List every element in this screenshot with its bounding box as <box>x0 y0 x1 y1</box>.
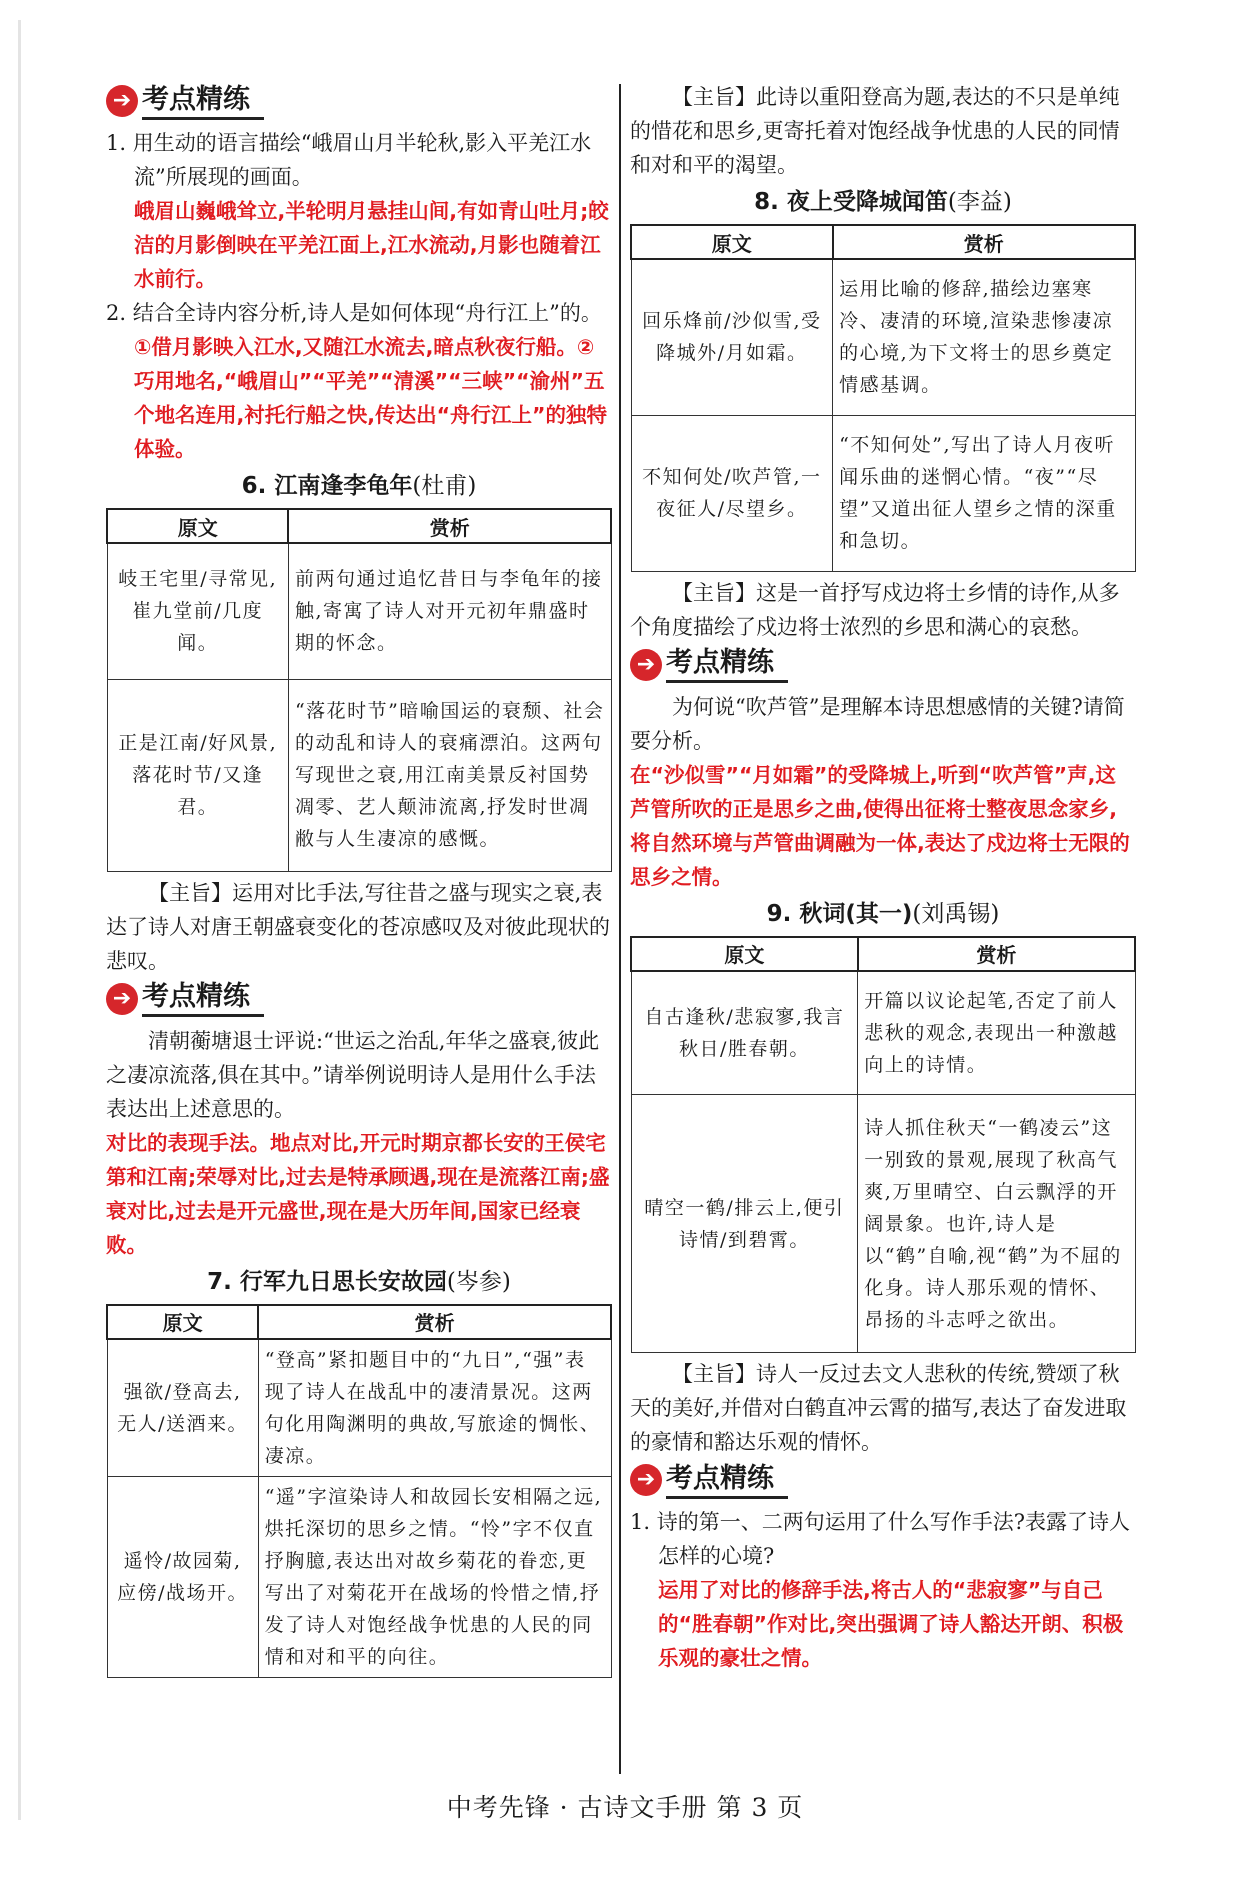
col-header-original: 原文 <box>631 937 858 971</box>
col-header-original: 原文 <box>107 509 288 543</box>
cell-appreciation: “遥”字渲染诗人和故园长安相隔之远,烘托深切的思乡之情。“怜”字不仅直抒胸臆,表达出对故乡菊花的眷恋,更写出了对菊花开在战场的怜惜之情,抒发了诗人对饱经战争忧患的人民的同情和对和平的向往。 <box>258 1476 611 1677</box>
poem-title-text: 8. 夜上受降城闻笛 <box>754 189 948 215</box>
poem-title-9 <box>630 896 1136 932</box>
cell-original: 晴空一鹤/排云上,便引诗情/到碧霄。 <box>631 1095 858 1353</box>
question-4: 为何说“吹芦管”是理解本诗思想感情的关键?请简要分析。 <box>630 694 1125 753</box>
answer-5: 运用了对比的修辞手法,将古人的“悲寂寥”与自己的“胜春朝”作对比,突出强调了诗人豁达开朗、积极乐观的豪壮之情。 <box>658 1578 1124 1670</box>
question-3: 清朝蘅塘退士评说:“世运之治乱,年华之盛衰,彼此之凄凉流落,俱在其中。”请举例说明诗人是用什么手法表达出上述意思的。 <box>106 1028 600 1121</box>
table-row <box>107 679 611 871</box>
question-1: 1. 用生动的语言描绘“峨眉山月半轮秋,影入平羌江水流”所展现的画面。 <box>106 131 592 189</box>
left-column <box>106 80 612 1682</box>
theme-summary-6: 【主旨】运用对比手法,写往昔之盛与现实之衰,表达了诗人对唐王朝盛衰变化的苍凉感叹及对彼此现状的悲叹。 <box>106 880 610 973</box>
col-header-appreciation: 赏析 <box>858 937 1135 971</box>
answer-4: 在“沙似雪”“月如霜”的受降城上,听到“吹芦管”声,这芦管所吹的正是思乡之曲,使得出征将士整夜思念家乡,将自然环境与芦管曲调融为一体,表达了戍边将士无限的思乡之情。 <box>630 762 1130 889</box>
answer-2: ①借月影映入江水,又随江水流去,暗点秋夜行船。②巧用地名,“峨眉山”“平羌”“清溪”“三峡”“渝州”五个地名连用,衬托行船之快,传达出“舟行江上”的独特体验。 <box>134 335 608 461</box>
section-header <box>106 82 612 120</box>
table-row <box>631 415 1135 571</box>
analysis-table-8 <box>630 224 1136 572</box>
section-header <box>106 980 612 1018</box>
analysis-table-7 <box>106 1304 612 1678</box>
section-title: 考点精练 <box>142 83 264 120</box>
cell-original: 正是江南/好风景,落花时节/又逢君。 <box>107 679 288 871</box>
poem-title-text: 7. 行军九日思长安故园 <box>207 1268 447 1295</box>
page-footer: 中考先锋 · 古诗文手册 第 3 页 <box>446 1793 804 1822</box>
poem-title-text: 6. 江南逢李龟年 <box>241 473 413 499</box>
arrow-right-icon: ➔ <box>630 649 662 681</box>
section-title: 考点精练 <box>666 646 788 683</box>
arrow-right-icon: ➔ <box>106 85 138 117</box>
col-header-original: 原文 <box>107 1305 258 1339</box>
poem-title-text: 9. 秋词(其一) <box>766 900 913 927</box>
table-row <box>107 543 611 679</box>
poem-author: (李益) <box>947 189 1012 215</box>
col-header-appreciation: 赏析 <box>833 225 1135 259</box>
col-header-appreciation: 赏析 <box>258 1305 611 1339</box>
col-header-original: 原文 <box>631 225 833 259</box>
column-divider <box>619 84 621 1774</box>
section-title: 考点精练 <box>142 980 264 1017</box>
answer-1: 峨眉山巍峨耸立,半轮明月悬挂山间,有如青山吐月;皎洁的月影倒映在平羌江面上,江水流动,月影也随着江水前行。 <box>134 199 609 291</box>
analysis-table-9 <box>630 936 1136 1354</box>
cell-original: 不知何处/吹芦管,一夜征人/尽望乡。 <box>631 415 833 571</box>
poem-title-6 <box>106 468 612 504</box>
analysis-table-6 <box>106 508 612 872</box>
poem-author: (岑参) <box>446 1268 511 1295</box>
cell-original: 遥怜/故园菊,应傍/战场开。 <box>107 1476 258 1677</box>
table-row <box>107 1339 611 1477</box>
table-row <box>107 1476 611 1677</box>
right-column <box>630 80 1136 1675</box>
cell-appreciation: 开篇以议论起笔,否定了前人悲秋的观念,表现出一种激越向上的诗情。 <box>858 971 1135 1095</box>
table-row <box>631 259 1135 415</box>
cell-appreciation: 运用比喻的修辞,描绘边塞寒冷、凄清的环境,渲染悲惨凄凉的心境,为下文将士的思乡奠定情感基调。 <box>833 259 1135 415</box>
theme-summary-7: 【主旨】此诗以重阳登高为题,表达的不只是单纯的惜花和思乡,更寄托着对饱经战争忧患的人民的同情和对和平的渴望。 <box>630 85 1120 177</box>
cell-appreciation: “落花时节”暗喻国运的衰颓、社会的动乱和诗人的衰痛漂泊。这两句写现世之衰,用江南美景反衬国势凋零、艺人颠沛流离,抒发时世凋敝与人生凄凉的感慨。 <box>288 679 611 871</box>
cell-original: 回乐烽前/沙似雪,受降城外/月如霜。 <box>631 259 833 415</box>
col-header-appreciation: 赏析 <box>288 509 611 543</box>
question-2: 2. 结合全诗内容分析,诗人是如何体现“舟行江上”的。 <box>106 301 602 325</box>
section-header <box>630 1461 1136 1499</box>
table-row <box>631 971 1135 1095</box>
cell-appreciation: “登高”紧扣题目中的“九日”,“强”表现了诗人在战乱中的凄清景况。这两句化用陶渊明的典故,写旅途的惆怅、凄凉。 <box>258 1339 611 1477</box>
theme-summary-8: 【主旨】这是一首抒写戍边将士乡情的诗作,从多个角度描绘了戍边将士浓烈的乡思和满心的哀愁。 <box>630 580 1120 639</box>
arrow-right-icon: ➔ <box>106 983 138 1015</box>
cell-original: 自古逢秋/悲寂寥,我言秋日/胜春朝。 <box>631 971 858 1095</box>
poem-title-8 <box>630 184 1136 220</box>
poem-author: (刘禹锡) <box>912 900 1000 927</box>
section-title: 考点精练 <box>666 1462 788 1499</box>
arrow-right-icon: ➔ <box>630 1464 662 1496</box>
poem-author: (杜甫) <box>412 473 477 499</box>
section-header <box>630 646 1136 684</box>
answer-3: 对比的表现手法。地点对比,开元时期京都长安的王侯宅第和江南;荣辱对比,过去是特承顾遇,现在是流落江南;盛衰对比,过去是开元盛世,现在是大历年间,国家已经衰败。 <box>106 1130 610 1257</box>
cell-appreciation: “不知何处”,写出了诗人月夜听闻乐曲的迷惘心情。“夜”“尽望”又道出征人望乡之情的深重和急切。 <box>833 415 1135 571</box>
theme-summary-9: 【主旨】诗人一反过去文人悲秋的传统,赞颂了秋天的美好,并借对白鹤直冲云霄的描写,表达了奋发进取的豪情和豁达乐观的情怀。 <box>630 1362 1127 1454</box>
question-5: 1. 诗的第一、二两句运用了什么写作手法?表露了诗人怎样的心境? <box>630 1510 1130 1568</box>
cell-original: 强欲/登高去,无人/送酒来。 <box>107 1339 258 1477</box>
binding-edge <box>18 20 21 1820</box>
cell-appreciation: 前两句通过追忆昔日与李龟年的接触,寄寓了诗人对开元初年鼎盛时期的怀念。 <box>288 543 611 679</box>
poem-title-7 <box>106 1264 612 1300</box>
cell-original: 岐王宅里/寻常见,崔九堂前/几度闻。 <box>107 543 288 679</box>
cell-appreciation: 诗人抓住秋天“一鹤凌云”这一别致的景观,展现了秋高气爽,万里晴空、白云飘浮的开阔景象。也许,诗人是以“鹤”自喻,视“鹤”为不屈的化身。诗人那乐观的情怀、昂扬的斗志呼之欲出。 <box>858 1095 1135 1353</box>
table-row <box>631 1095 1135 1353</box>
